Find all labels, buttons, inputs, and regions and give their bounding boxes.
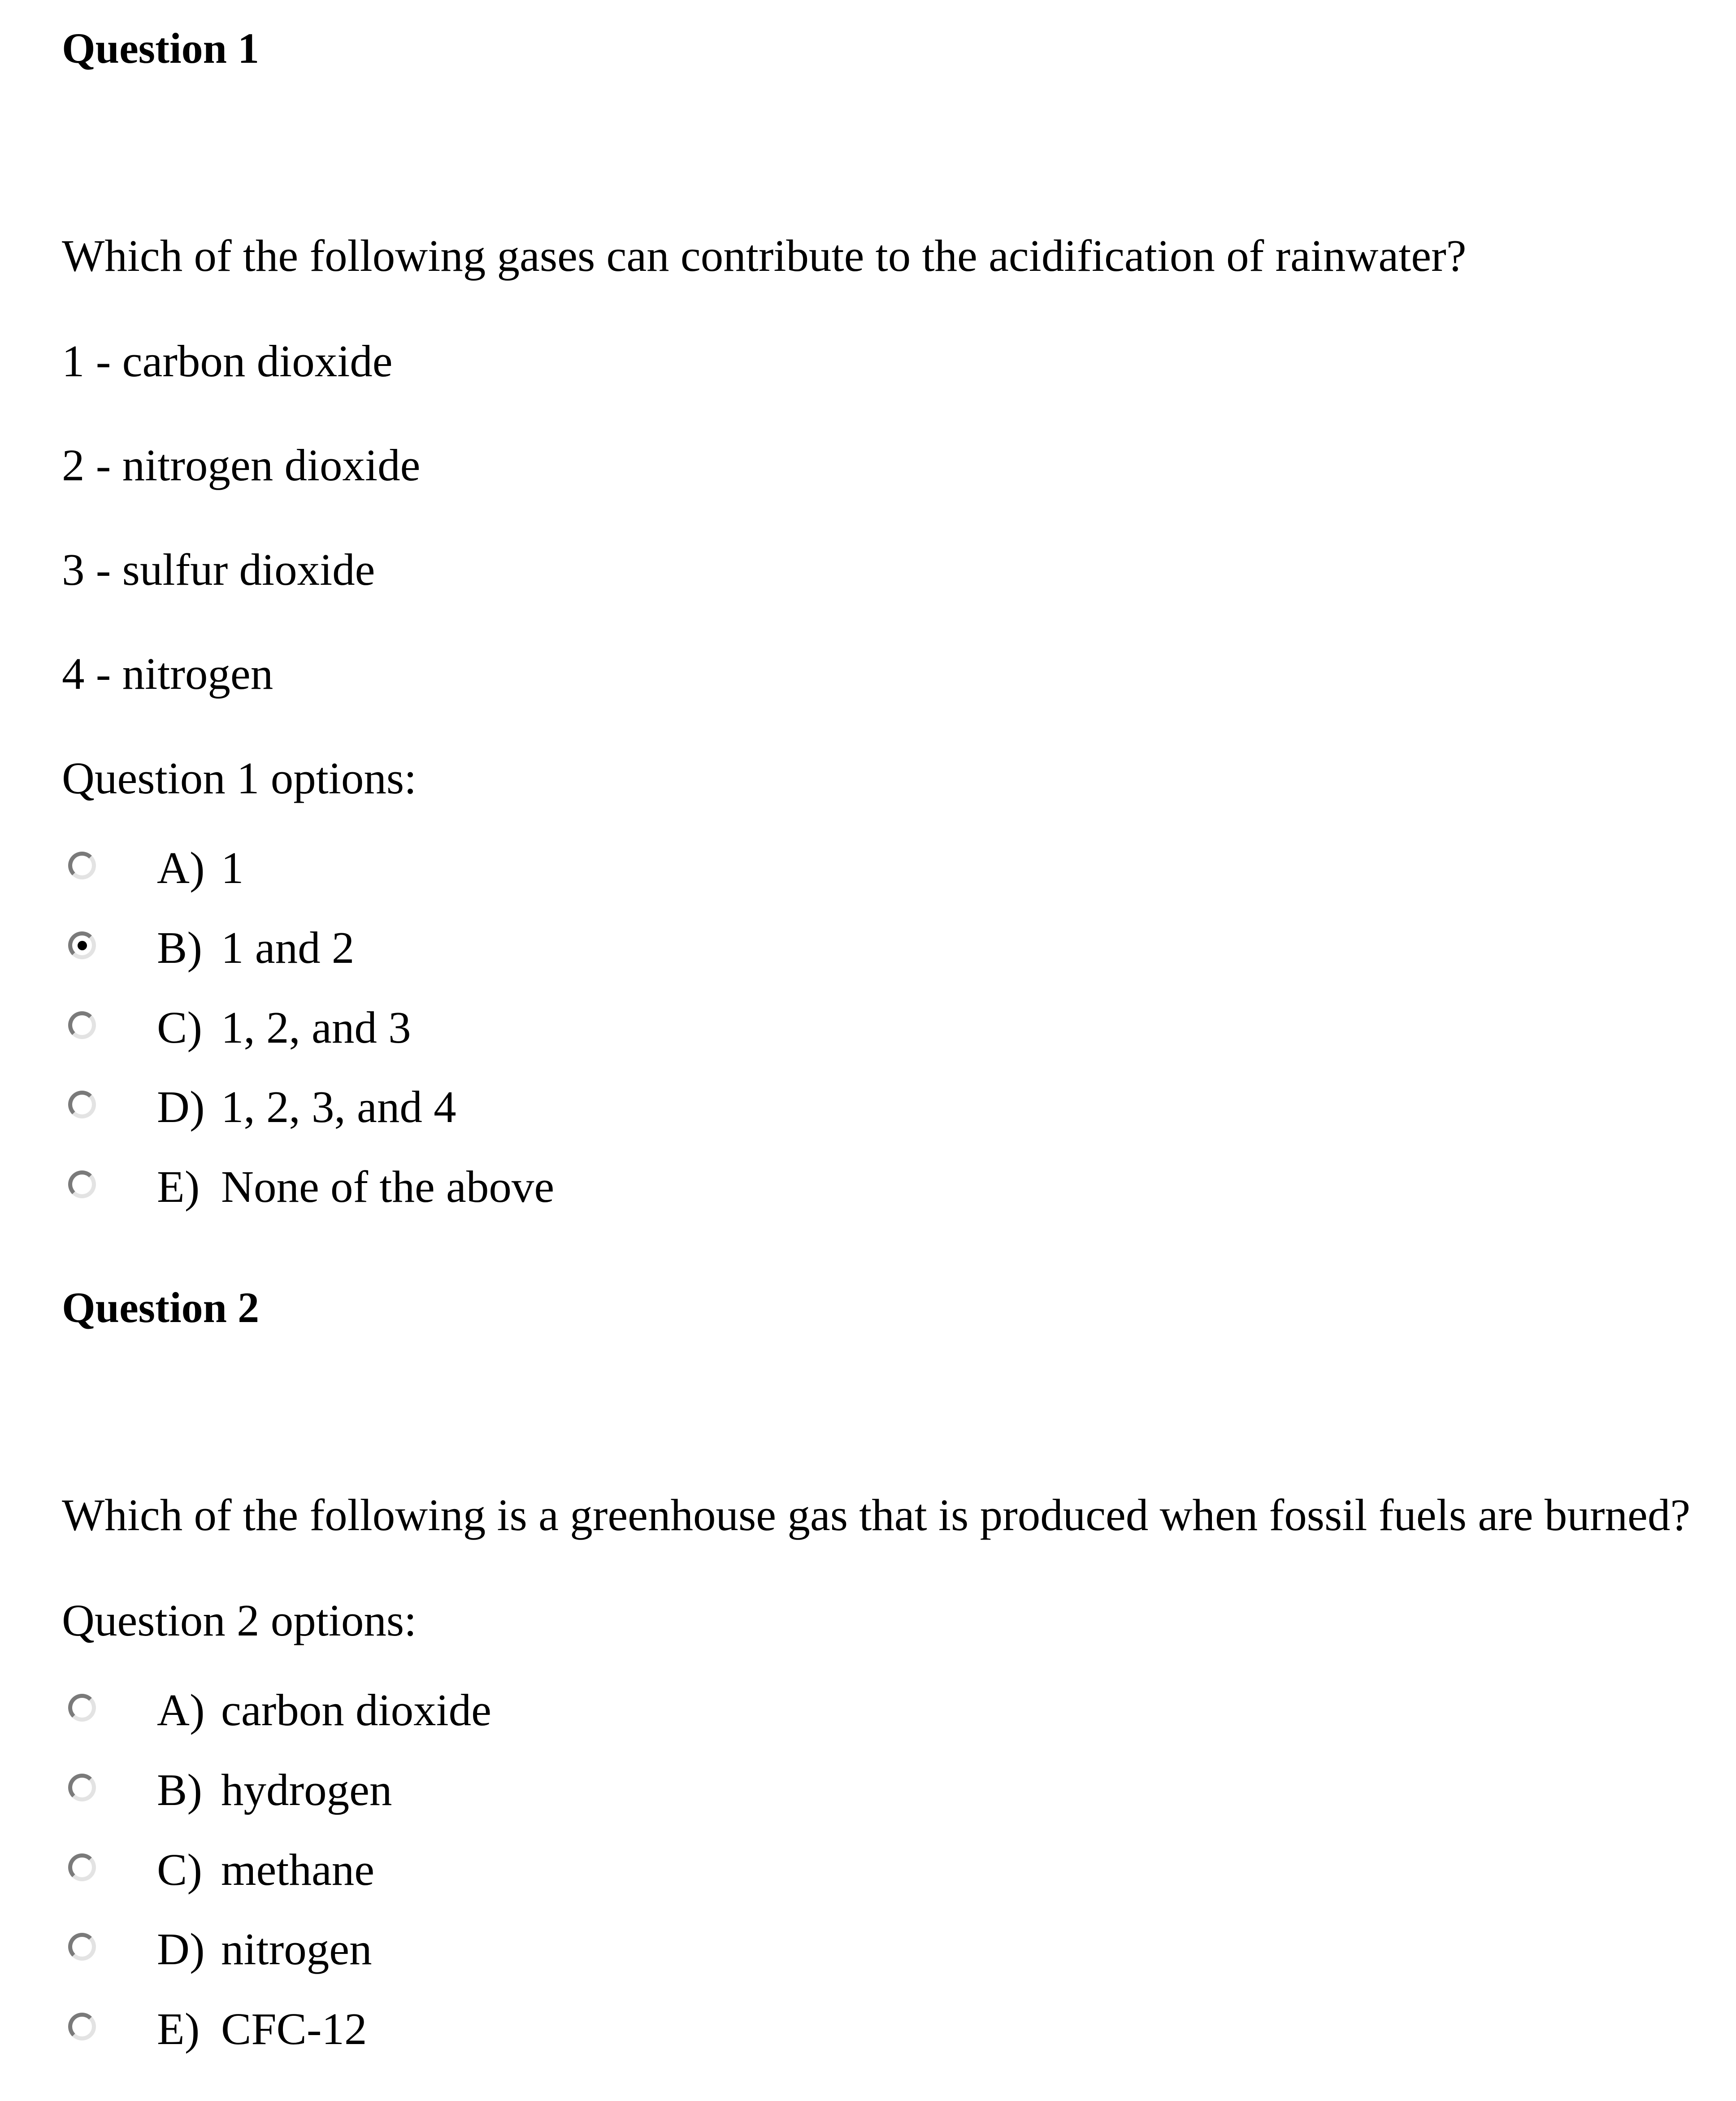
question-2-option-c-radio[interactable] (68, 1853, 96, 1881)
question-2-option-b-radio[interactable] (68, 1774, 96, 1801)
question-1-item-1: 1 - carbon dioxide (62, 336, 393, 386)
question-1-option-c[interactable] (62, 1002, 869, 1054)
question-1-options-label: Question 1 options: (62, 753, 417, 803)
question-1-option-d-radio[interactable] (68, 1091, 96, 1118)
option-text: carbon dioxide (221, 1685, 491, 1735)
option-letter: C) (157, 1844, 202, 1895)
option-letter: D) (157, 1082, 205, 1132)
option-text: 1 and 2 (221, 922, 355, 973)
option-text: nitrogen (221, 1924, 372, 1974)
option-letter: E) (157, 1161, 200, 1212)
option-letter: D) (157, 1924, 205, 1974)
option-letter: B) (157, 922, 202, 973)
question-1-option-a[interactable] (62, 845, 869, 895)
option-text: None of the above (221, 1161, 555, 1212)
option-text: methane (221, 1844, 375, 1895)
question-1-option-a-radio[interactable] (68, 852, 96, 879)
question-1-item-3: 3 - sulfur dioxide (62, 544, 375, 595)
option-text: CFC-12 (221, 2004, 367, 2054)
question-1-option-e[interactable] (62, 1161, 869, 1214)
question-2-prompt: Which of the following is a greenhouse gas that is produced when fossil fuels are burned? (62, 1490, 1691, 1540)
question-2-option-e[interactable] (62, 2006, 869, 2056)
question-1-item-4: 4 - nitrogen (62, 648, 273, 699)
question-2-option-d[interactable] (62, 1924, 869, 1976)
option-text: 1 (221, 843, 244, 893)
question-2-option-d-radio[interactable] (68, 1933, 96, 1961)
question-2-option-b[interactable] (62, 1767, 869, 1817)
question-1-item-2: 2 - nitrogen dioxide (62, 440, 421, 490)
question-1-prompt: Which of the following gases can contribute to the acidification of rainwater? (62, 231, 1467, 281)
option-letter: A) (157, 843, 205, 893)
question-2-title: Question 2 (62, 1283, 260, 1331)
radio-dot-icon (78, 941, 87, 950)
option-letter: E) (157, 2004, 200, 2054)
question-1-option-b[interactable] (62, 922, 869, 974)
question-1-title: Question 1 (62, 24, 260, 72)
question-1-option-d[interactable] (62, 1084, 869, 1134)
question-1-option-c-radio[interactable] (68, 1011, 96, 1039)
option-text: 1, 2, and 3 (221, 1002, 411, 1053)
question-2-option-a[interactable] (62, 1685, 869, 1737)
option-letter: B) (157, 1765, 202, 1815)
question-1-option-e-radio[interactable] (68, 1170, 96, 1198)
question-2-option-c[interactable] (62, 1844, 869, 1897)
question-2-option-a-radio[interactable] (68, 1694, 96, 1722)
question-1-option-b-radio[interactable] (68, 931, 96, 959)
question-2-option-e-radio[interactable] (68, 2013, 96, 2040)
option-text: hydrogen (221, 1765, 392, 1815)
option-text: 1, 2, 3, and 4 (221, 1082, 456, 1132)
question-2-options-label: Question 2 options: (62, 1595, 417, 1645)
option-letter: C) (157, 1002, 202, 1053)
option-letter: A) (157, 1685, 205, 1735)
